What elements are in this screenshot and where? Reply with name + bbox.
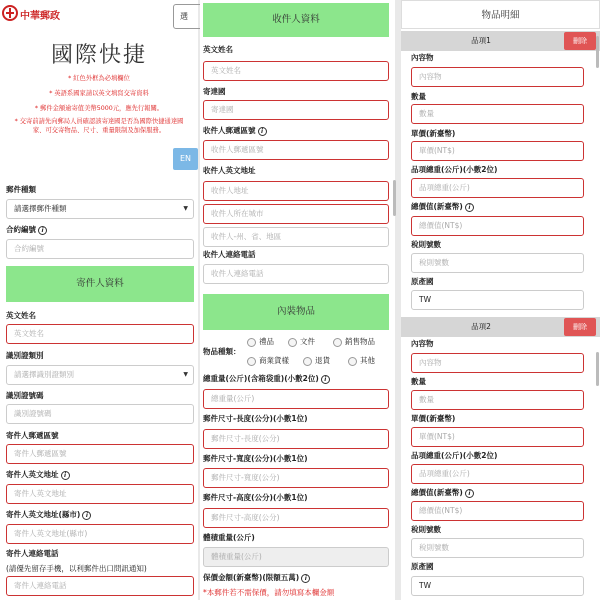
recipient-phone-label: 收件人連絡電話 bbox=[203, 250, 256, 259]
contract-label-text: 合約編號 bbox=[6, 225, 36, 234]
sender-panel bbox=[0, 0, 198, 600]
caret-down-icon: ▼ bbox=[183, 205, 188, 212]
item2-tariff-label: 稅則號數 bbox=[411, 525, 441, 534]
radio-dot bbox=[247, 338, 256, 347]
id-number-label: 識別證號碼 bbox=[6, 391, 44, 400]
length-input[interactable]: 郵件尺寸-長度(公分) bbox=[203, 429, 389, 449]
radio-gift[interactable] bbox=[247, 336, 274, 347]
radio-dot bbox=[348, 357, 357, 366]
radio-sale-label: 銷售物品 bbox=[345, 337, 375, 346]
radio-sale[interactable] bbox=[333, 336, 375, 347]
insure-note: *本郵件若不需保價，請勿填寫本欄金額 bbox=[203, 588, 335, 597]
radio-sample[interactable] bbox=[247, 355, 289, 366]
logo-text: 中華郵政 bbox=[20, 11, 60, 22]
item2-content-label: 內容物 bbox=[411, 339, 434, 348]
mail-type-label: 郵件種類 bbox=[6, 185, 36, 194]
id-number-input[interactable]: 識別證號碼 bbox=[6, 404, 194, 424]
contract-input[interactable]: 合約編號 bbox=[6, 239, 194, 259]
radio-gift-label: 禮品 bbox=[259, 337, 274, 346]
sender-zip-label: 寄件人郵遞區號 bbox=[6, 431, 59, 440]
item2-qty-label: 數量 bbox=[411, 377, 426, 386]
contents-section-header: 內裝物品 bbox=[203, 294, 389, 330]
recipient-zip-label-text: 收件人郵遞區號 bbox=[203, 126, 256, 135]
recipient-section-header: 收件人資料 bbox=[203, 3, 389, 37]
page-title: 國際快捷 bbox=[50, 43, 147, 68]
radio-return[interactable] bbox=[303, 355, 330, 366]
item2-weight-input[interactable]: 品項總重(公斤) bbox=[411, 464, 584, 484]
recipient-zip-label bbox=[203, 125, 267, 136]
width-label: 郵件尺寸-寬度(公分)(小數1位) bbox=[203, 454, 308, 463]
radio-dot bbox=[288, 338, 297, 347]
item2-content-input[interactable]: 內容物 bbox=[411, 353, 584, 373]
item2-header bbox=[401, 317, 600, 337]
contract-label bbox=[6, 224, 47, 235]
radio-dot bbox=[303, 357, 312, 366]
item1-tariff-label: 稅則號數 bbox=[411, 240, 441, 249]
category-label: 物品種類： bbox=[203, 347, 241, 356]
item2-origin-label: 原產國 bbox=[411, 562, 434, 571]
recipient-phone-input[interactable]: 收件人連絡電話 bbox=[203, 264, 389, 284]
sender-city-input[interactable]: 寄件人英文地址(縣市) bbox=[6, 524, 194, 544]
info-icon[interactable]: i bbox=[465, 203, 474, 212]
note-confirm: * 交寄前請先向郵局人員確認該寄達國是否為國際快捷通達國家、可交寄物品、尺寸、重量限制及加保服務。 bbox=[14, 118, 184, 134]
item1-total-label bbox=[411, 201, 474, 212]
note-english: * 英語系國家請以英文填寫交寄資料 bbox=[49, 90, 149, 97]
length-label: 郵件尺寸-長度(公分)(小數1位) bbox=[203, 414, 308, 423]
post-emblem-icon bbox=[2, 5, 18, 21]
radio-dot bbox=[247, 357, 256, 366]
sender-address-label-text: 寄件人英文地址 bbox=[6, 470, 59, 479]
vol-weight-input: 體積重量(公斤) bbox=[203, 547, 389, 567]
item2-price-label: 單價(新臺幣) bbox=[411, 414, 456, 423]
recipient-name-input[interactable]: 英文姓名 bbox=[203, 61, 389, 81]
info-icon[interactable]: i bbox=[301, 574, 310, 583]
radio-sample-label: 商業貨樣 bbox=[259, 356, 289, 365]
item1-content-input[interactable]: 內容物 bbox=[411, 67, 584, 87]
item2-total-label bbox=[411, 487, 474, 498]
recipient-state-input[interactable]: 收件人-州、省、地區 bbox=[203, 227, 389, 247]
info-icon[interactable]: i bbox=[321, 375, 330, 384]
item2-origin-input[interactable]: TW bbox=[411, 576, 584, 596]
item2-delete-button[interactable]: 刪除 bbox=[564, 318, 596, 336]
radio-dot bbox=[333, 338, 342, 347]
radio-return-label: 退貨 bbox=[315, 356, 330, 365]
caret-down-icon: ▼ bbox=[183, 371, 188, 378]
info-icon[interactable]: i bbox=[258, 127, 267, 136]
insure-label-text: 保價金額(新臺幣)(限額五萬) bbox=[203, 573, 300, 582]
recipient-name-label: 英文姓名 bbox=[203, 45, 233, 54]
item1-origin-label: 原產國 bbox=[411, 277, 434, 286]
item1-total-input[interactable]: 總價值(NT$) bbox=[411, 216, 584, 236]
sender-zip-input[interactable]: 寄件人郵遞區號 bbox=[6, 444, 194, 464]
info-icon[interactable]: i bbox=[61, 471, 70, 480]
items-section-header: 物品明細 bbox=[401, 0, 600, 29]
chunghwa-post-logo bbox=[2, 5, 72, 23]
sender-name-label: 英文姓名 bbox=[6, 311, 36, 320]
item2-price-input[interactable]: 單價(NT$) bbox=[411, 427, 584, 447]
sender-city-label bbox=[6, 509, 91, 520]
recipient-panel bbox=[200, 0, 395, 600]
radio-document-label: 文件 bbox=[300, 337, 315, 346]
weight-label bbox=[203, 373, 330, 384]
info-icon[interactable]: i bbox=[38, 226, 47, 235]
radio-other[interactable] bbox=[348, 355, 375, 366]
sender-city-label-text: 寄件人英文地址(縣市) bbox=[6, 510, 81, 519]
recipient-address-input[interactable]: 收件人地址 bbox=[203, 181, 389, 201]
vol-weight-label: 體積重量(公斤) bbox=[203, 533, 255, 542]
item1-header bbox=[401, 31, 600, 51]
item2-tariff-input[interactable]: 稅則號數 bbox=[411, 538, 584, 558]
item2-total-input[interactable]: 總價值(NT$) bbox=[411, 501, 584, 521]
item1-origin-input[interactable]: TW bbox=[411, 290, 584, 310]
info-icon[interactable]: i bbox=[465, 489, 474, 498]
item1-title: 品項1 bbox=[471, 36, 491, 45]
sender-phone-hint: (請優先留存手機，以利郵件出口問訊通知) bbox=[6, 564, 147, 573]
note-required: * 紅色外框為必填欄位 bbox=[68, 75, 130, 82]
item1-qty-input[interactable]: 數量 bbox=[411, 104, 584, 124]
item1-qty-label: 數量 bbox=[411, 92, 426, 101]
item2-weight-label: 品項總重(公斤)(小數2位) bbox=[411, 451, 498, 460]
item1-price-input[interactable]: 單價(NT$) bbox=[411, 141, 584, 161]
id-type-label: 識別證類別 bbox=[6, 351, 44, 360]
note-customs: * 郵件金額逾寄值美幣5000元，應先行報關。 bbox=[34, 105, 164, 112]
recipient-zip-input[interactable]: 收件人郵遞區號 bbox=[203, 140, 389, 160]
sender-phone-input[interactable]: 寄件人連絡電話 bbox=[6, 576, 194, 596]
scrollbar-thumb[interactable] bbox=[596, 352, 599, 386]
scrollbar-thumb[interactable] bbox=[393, 180, 396, 216]
item1-price-label: 單價(新臺幣) bbox=[411, 129, 456, 138]
insure-label bbox=[203, 572, 310, 583]
id-type-select[interactable] bbox=[6, 365, 194, 385]
sender-section-header: 寄件人資料 bbox=[6, 266, 194, 302]
items-panel bbox=[401, 0, 600, 600]
weight-label-text: 總重量(公斤)(含箱袋重)(小數2位) bbox=[203, 374, 319, 383]
item1-delete-button[interactable]: 刪除 bbox=[564, 32, 596, 50]
language-select[interactable]: 選 bbox=[173, 4, 203, 29]
country-label: 寄達國 bbox=[203, 87, 226, 96]
country-input[interactable]: 寄達國 bbox=[203, 100, 389, 120]
scrollbar-thumb[interactable] bbox=[596, 36, 599, 68]
weight-input[interactable]: 總重量(公斤) bbox=[203, 389, 389, 409]
sender-name-input[interactable]: 英文姓名 bbox=[6, 324, 194, 344]
item1-content-label: 內容物 bbox=[411, 53, 434, 62]
height-label: 郵件尺寸-高度(公分)(小數1位) bbox=[203, 493, 308, 502]
radio-document[interactable] bbox=[288, 336, 315, 347]
recipient-city-input[interactable]: 收件人所在城市 bbox=[203, 204, 389, 224]
item1-tariff-input[interactable]: 稅則號數 bbox=[411, 253, 584, 273]
radio-other-label: 其他 bbox=[360, 356, 375, 365]
item1-weight-input[interactable]: 品項總重(公斤) bbox=[411, 178, 584, 198]
item2-qty-input[interactable]: 數量 bbox=[411, 390, 584, 410]
info-icon[interactable]: i bbox=[82, 511, 91, 520]
recipient-address-label: 收件人英文地址 bbox=[203, 166, 256, 175]
item1-weight-label: 品項總重(公斤)(小數2位) bbox=[411, 165, 498, 174]
sender-address-input[interactable]: 寄件人英文地址 bbox=[6, 484, 194, 504]
mail-type-value: 請選擇郵件種類 bbox=[14, 204, 67, 213]
mail-type-select[interactable] bbox=[6, 199, 194, 219]
sender-address-label bbox=[6, 469, 70, 480]
english-button[interactable]: EN bbox=[173, 148, 198, 170]
sender-phone-label: 寄件人連絡電話 bbox=[6, 549, 59, 558]
item1-total-label-text: 總價值(新臺幣) bbox=[411, 202, 463, 211]
item2-title: 品項2 bbox=[471, 322, 491, 331]
height-input[interactable]: 郵件尺寸-高度(公分) bbox=[203, 508, 389, 528]
id-type-value: 請選擇識別證類別 bbox=[14, 370, 74, 379]
item2-total-label-text: 總價值(新臺幣) bbox=[411, 488, 463, 497]
width-input[interactable]: 郵件尺寸-寬度(公分) bbox=[203, 468, 389, 488]
